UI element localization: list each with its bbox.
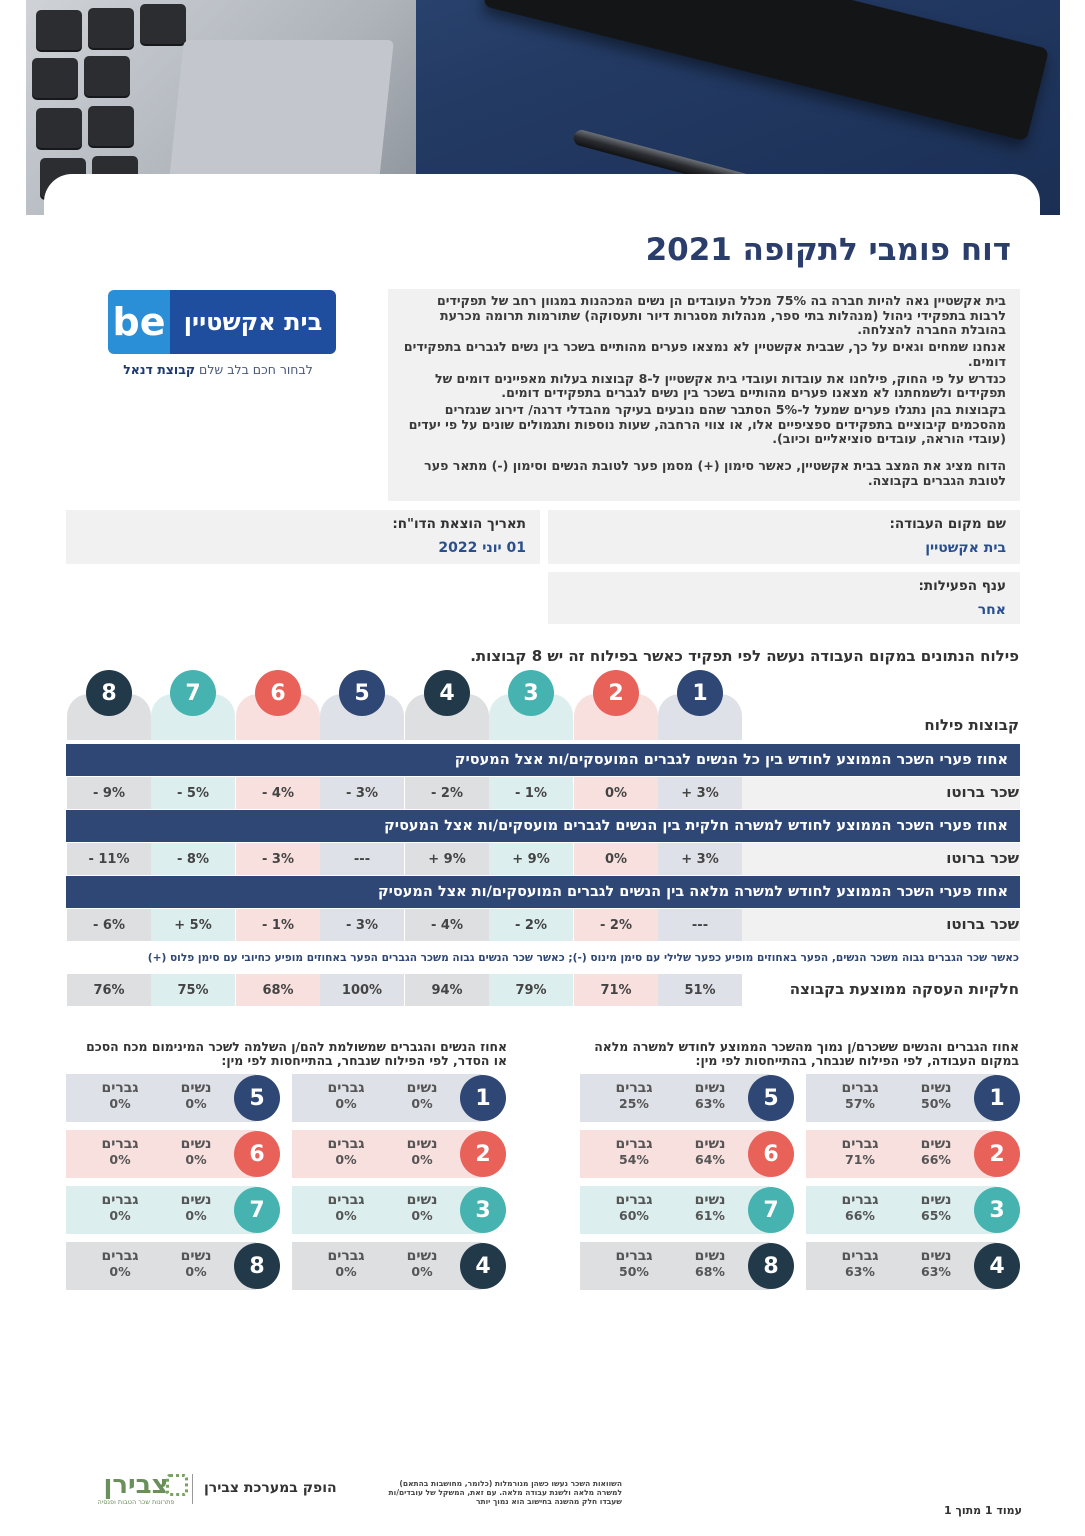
group-number-badge: 1	[974, 1075, 1020, 1121]
gap-value-cell: + 9%	[405, 843, 489, 875]
men-stat: גברים 60%	[615, 1192, 653, 1223]
women-stat: נשים 68%	[694, 1248, 726, 1279]
women-stat: נשים 0%	[406, 1080, 438, 1111]
employment-value-cell: 75%	[151, 974, 235, 1006]
tzviran-subtitle: פתרונות שכר הטבות ופנסיה	[97, 1498, 175, 1506]
gap-value-cell: 0%	[574, 843, 658, 875]
sign-note: כאשר שכר הגברים גבוה משכר הנשים, הפער באחוזים מופיע כפער שלילי עם סימן מינוס (-); כאשר שכר הנשים גבוה משכר הגברים הפער באחוזים מופיע כחיובי עם סימן פלוס (+)	[147, 952, 1019, 964]
women-stat: נשים 0%	[180, 1248, 212, 1279]
group-tile	[580, 1242, 794, 1290]
group-number-badge: 4	[974, 1243, 1020, 1289]
group-tile	[292, 1186, 506, 1234]
group-number-badge: 3	[460, 1187, 506, 1233]
gap-value-cell: - 6%	[67, 909, 151, 941]
group-tile	[66, 1242, 280, 1290]
groups-heading: פילוח הנתונים במקום העבודה נעשה לפי תפקיד כאשר בפילוח זה יש 8 קבוצות.	[470, 647, 1019, 665]
groups-row-label: קבוצות פילוח	[924, 716, 1019, 734]
gap-value-cell: 0%	[574, 777, 658, 809]
men-stat: גברים 25%	[615, 1080, 653, 1111]
employment-value-cell: 68%	[236, 974, 320, 1006]
group-number-badge: 1	[460, 1075, 506, 1121]
published-by: הופק במערכת צבירן	[204, 1480, 337, 1496]
group-number-badge: 8	[86, 670, 132, 716]
group-tile	[806, 1074, 1020, 1122]
section-band: אחוז פערי השכר הממוצע לחודש בין כל הנשים לגברים המועסקים/ות אצל המעסיק	[66, 744, 1020, 776]
gap-value-cell: ---	[658, 909, 742, 941]
group-number-badge: 8	[234, 1243, 280, 1289]
gap-value-cell: - 4%	[236, 777, 320, 809]
group-number-badge: 7	[170, 670, 216, 716]
women-stat: נשים 0%	[180, 1136, 212, 1167]
group-number-badge: 7	[234, 1187, 280, 1233]
below-median-title: אחוז הגברים והנשים ששכרם/ן נמוך מהשכר הממוצע לחודש למשרה מלאה במקום העבודה, לפי הפילוח שנבחר, בהתייחסות לפי מין:	[594, 1039, 1019, 1068]
intro-paragraph: בקבוצות בהן נתגלו פערים שמעל ל-5% הסתבר שהם נובעים בעיקר מהבדלי דרגה/ דירוג שנגזרים מהסכמים קיבוציים בתפקידים ספציפיים אלו, או צווי הרחבה, שעות נוספות ותגמולים שונים על פי יעדים (עובדי הוראה, עובדים סוציאליים וכיוב).	[408, 401, 1006, 447]
gap-value-cell: + 5%	[151, 909, 235, 941]
group-tile	[580, 1074, 794, 1122]
gap-value-cell: - 3%	[320, 777, 404, 809]
group-number-badge: 2	[460, 1131, 506, 1177]
group-tile	[806, 1130, 1020, 1178]
footer-divider	[192, 1474, 193, 1504]
logo-name: בית אקשטיין	[170, 290, 336, 354]
women-stat: נשים 0%	[180, 1080, 212, 1111]
intro-paragraph: הדוח מציג את המצב בבית אקשטיין, כאשר סימון (+) מסמן פער לטובת הנשים וסימון (-) מתאר פער לטובת הגברים בקבוצה.	[424, 458, 1006, 488]
women-stat: נשים 64%	[694, 1136, 726, 1167]
intro-paragraph: בית אקשטיין גאה להיות חברה בה 75% מכלל העובדים הן נשים המכהנות במגוון רחב של תפקידים לרבות בתפקידי ניהול (מנהלות בתי ספר, מנהלות מסגרות דיור ותעסוקה) שתורמות תרומה מכרעת בהובלת החברה להצלחה.	[437, 293, 1006, 338]
section-band: אחוז פערי השכר הממוצע לחודש למשרה חלקית בין הנשים לגברים מועסקים/ות אצל המעסיק	[66, 810, 1020, 842]
gap-value-cell: + 3%	[658, 777, 742, 809]
women-stat: נשים 63%	[920, 1248, 952, 1279]
group-tile	[292, 1074, 506, 1122]
tzviran-logo	[86, 1472, 186, 1506]
group-number-badge: 5	[234, 1075, 280, 1121]
employment-value-cell: 51%	[658, 974, 742, 1006]
group-tile	[66, 1186, 280, 1234]
logo-tagline: לבחור חכם בלב שלם קבוצת דנאל	[123, 362, 313, 377]
women-stat: נשים 0%	[406, 1136, 438, 1167]
men-stat: גברים 54%	[615, 1136, 653, 1167]
group-number-badge: 3	[974, 1187, 1020, 1233]
gap-value-cell: - 8%	[151, 843, 235, 875]
group-number-badge: 2	[974, 1131, 1020, 1177]
men-stat: גברים 66%	[841, 1192, 879, 1223]
company-logo	[108, 290, 336, 354]
intro-text	[388, 289, 1020, 501]
group-tile	[292, 1242, 506, 1290]
group-tile	[580, 1186, 794, 1234]
employment-value-cell: 79%	[489, 974, 573, 1006]
women-stat: נשים 61%	[694, 1192, 726, 1223]
women-stat: נשים 66%	[920, 1136, 952, 1167]
gap-value-cell: - 5%	[151, 777, 235, 809]
group-tile	[292, 1130, 506, 1178]
branch-label: ענף הפעילות:	[918, 578, 1006, 594]
men-stat: גברים 0%	[327, 1080, 365, 1111]
group-tile	[580, 1130, 794, 1178]
men-stat: גברים 63%	[841, 1248, 879, 1279]
gap-value-cell: + 3%	[658, 843, 742, 875]
workplace-value: בית אקשטיין	[925, 540, 1006, 556]
page-number: עמוד 1 מתוך 1	[944, 1504, 1022, 1517]
group-number-badge: 7	[748, 1187, 794, 1233]
gap-value-cell: - 3%	[236, 843, 320, 875]
group-number-badge: 6	[255, 670, 301, 716]
women-stat: נשים 50%	[920, 1080, 952, 1111]
group-number-badge: 4	[460, 1243, 506, 1289]
gap-value-cell: - 1%	[236, 909, 320, 941]
row-label: שכר ברוטו	[946, 849, 1019, 867]
men-stat: גברים 0%	[101, 1192, 139, 1223]
group-number-badge: 5	[339, 670, 385, 716]
date-label: תאריך הוצאת הדו"ח:	[392, 516, 526, 532]
branch-value: אחר	[977, 602, 1006, 618]
gap-value-cell: ---	[320, 843, 404, 875]
date-box	[66, 510, 540, 564]
group-tile	[806, 1242, 1020, 1290]
row-label: שכר ברוטו	[946, 783, 1019, 801]
men-stat: גברים 57%	[841, 1080, 879, 1111]
women-stat: נשים 0%	[180, 1192, 212, 1223]
employment-value-cell: 100%	[320, 974, 404, 1006]
group-tile	[806, 1186, 1020, 1234]
gap-value-cell: - 2%	[405, 777, 489, 809]
wallet-illustration	[483, 0, 1049, 141]
gap-value-cell: - 11%	[67, 843, 151, 875]
men-stat: גברים 0%	[101, 1248, 139, 1279]
top-up-title: אחוז הנשים והגברים שמשולמת להם/ן השלמה לשכר המינימום מכח הסכם או הסדר, לפי הפילוח שנבחר, בהתייחסות לפי מין:	[86, 1039, 507, 1068]
gap-value-cell: - 9%	[67, 777, 151, 809]
section-band: אחוז פערי השכר הממוצע לחודש למשרה מלאה בין הנשים לגברים המועסקים/ות אצל המעסיק	[66, 876, 1020, 908]
intro-paragraph: אנחנו שמחים וגאים על כך, שבבית אקשטיין לא נמצאו פערים מהותיים בשכר בין נשים לגברים בתפקידים דומים.	[403, 339, 1006, 369]
employment-label: חלקיות העסקה ממוצעת בקבוצה	[789, 980, 1019, 998]
gap-value-cell: + 9%	[489, 843, 573, 875]
date-value: 01 יוני 2022	[438, 540, 526, 556]
gap-value-cell: - 1%	[489, 777, 573, 809]
employment-value-cell: 76%	[67, 974, 151, 1006]
gap-value-cell: - 2%	[489, 909, 573, 941]
group-tile	[66, 1074, 280, 1122]
men-stat: גברים 0%	[101, 1136, 139, 1167]
gap-value-cell: - 3%	[320, 909, 404, 941]
branch-box	[548, 572, 1020, 624]
men-stat: גברים 0%	[101, 1080, 139, 1111]
women-stat: נשים 0%	[406, 1192, 438, 1223]
women-stat: נשים 63%	[694, 1080, 726, 1111]
group-number-badge: 1	[677, 670, 723, 716]
logo-mark: be	[108, 290, 170, 354]
group-number-badge: 2	[593, 670, 639, 716]
footer-note: השוואות השכר נעשו כשהן מנורמלות (כלומר, מחושבות בהתאם) למשרה מלאה ולשנת עבודה מלאה. עם זאת, המשקל של עובדים/ות שעבדו חלק מהשנה בחישוב הוא נמוך יותר	[388, 1479, 622, 1506]
group-number-badge: 8	[748, 1243, 794, 1289]
men-stat: גברים 50%	[615, 1248, 653, 1279]
workplace-label: שם מקום העבודה:	[889, 516, 1006, 532]
intro-paragraph: כנדרש על פי החוק, פילחנו את עובדות ועובדי בית אקשטיין ל-8 קבוצות בעלות מאפיינים דומים של תפקידים ולשמחתנו לא מצאנו פערים מהותיים בשכר בין נשים לגברים בתפקידים דומים.	[434, 370, 1006, 401]
men-stat: גברים 0%	[327, 1136, 365, 1167]
group-number-badge: 4	[424, 670, 470, 716]
women-stat: נשים 0%	[406, 1248, 438, 1279]
group-tile	[66, 1130, 280, 1178]
gap-value-cell: - 4%	[405, 909, 489, 941]
workplace-box	[548, 510, 1020, 564]
group-number-badge: 6	[234, 1131, 280, 1177]
page-title: דוח פומבי לתקופה 2021	[645, 232, 1011, 268]
men-stat: גברים 0%	[327, 1192, 365, 1223]
employment-value-cell: 71%	[574, 974, 658, 1006]
group-number-badge: 6	[748, 1131, 794, 1177]
gap-value-cell: - 2%	[574, 909, 658, 941]
employment-value-cell: 94%	[405, 974, 489, 1006]
men-stat: גברים 71%	[841, 1136, 879, 1167]
row-label: שכר ברוטו	[946, 915, 1019, 933]
tzviran-brand: צבירן	[103, 1470, 169, 1500]
group-number-badge: 3	[508, 670, 554, 716]
women-stat: נשים 65%	[920, 1192, 952, 1223]
men-stat: גברים 0%	[327, 1248, 365, 1279]
leaf-icon	[166, 1474, 188, 1496]
group-number-badge: 5	[748, 1075, 794, 1121]
